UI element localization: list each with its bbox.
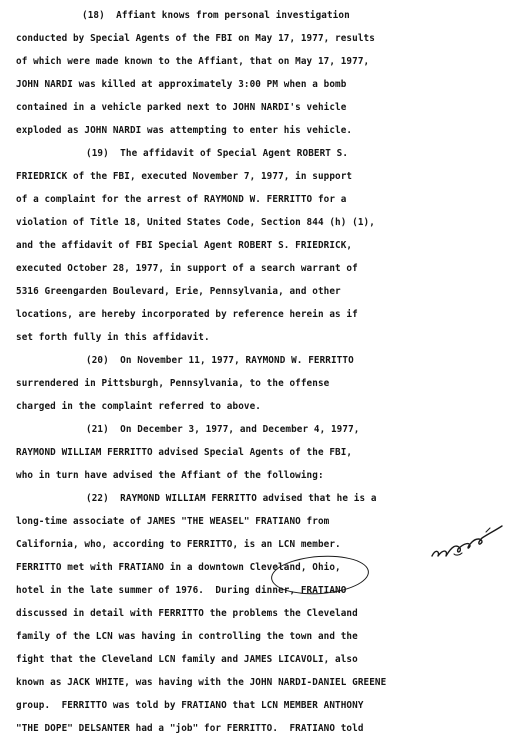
text-line: surrendered in Pittsburgh, Pennsylvania, to the offense: [16, 378, 330, 389]
text-line: discussed in detail with FERRITTO the problems the Cleveland: [16, 608, 358, 619]
text-line: conducted by Special Agents of the FBI on May 17, 1977, results: [16, 33, 375, 44]
text-line: and the affidavit of FBI Special Agent ROBERT S. FRIEDRICK,: [16, 240, 353, 251]
text-line: who in turn have advised the Affiant of the following:: [16, 470, 324, 481]
text-line: executed October 28, 1977, in support of a search warrant of: [16, 263, 358, 274]
text-line: family of the LCN was having in controlling the town and the: [16, 631, 358, 642]
text-line: charged in the complaint referred to above.: [16, 401, 261, 412]
text-line: RAYMOND WILLIAM FERRITTO advised Special Agents of the FBI,: [16, 447, 353, 458]
text-line: California, who, according to FERRITTO, is an LCN member.: [16, 539, 341, 550]
handwritten-annotation: [426, 518, 506, 562]
text-line: "THE DOPE" DELSANTER had a "job" for FERRITTO. FRATIANO told: [16, 723, 364, 734]
text-line: exploded as JOHN NARDI was attempting to enter his vehicle.: [16, 125, 353, 136]
text-line: (19) The affidavit of Special Agent ROBERT S.: [86, 148, 349, 159]
text-line: contained in a vehicle parked next to JOHN NARDI's vehicle: [16, 102, 347, 113]
text-line: set forth fully in this affidavit.: [16, 332, 210, 343]
text-line: (21) On December 3, 1977, and December 4, 1977,: [86, 424, 360, 435]
text-line: (18) Affiant knows from personal investigation: [82, 10, 350, 21]
text-line: (22) RAYMOND WILLIAM FERRITTO advised that he is a: [86, 493, 377, 504]
text-line: fight that the Cleveland LCN family and JAMES LICAVOLI, also: [16, 654, 358, 665]
text-line: (20) On November 11, 1977, RAYMOND W. FERRITTO: [86, 355, 354, 366]
text-line: 5316 Greengarden Boulevard, Erie, Pennsylvania, and other: [16, 286, 341, 297]
text-line: long-time associate of JAMES "THE WEASEL" FRATIANO from: [16, 516, 330, 527]
text-line: locations, are hereby incorporated by reference herein as if: [16, 309, 358, 320]
hand-drawn-circle: [270, 553, 370, 598]
text-line: hotel in the late summer of 1976. During dinner, FRATIANO: [16, 585, 347, 596]
text-line: of a complaint for the arrest of RAYMOND W. FERRITTO for a: [16, 194, 347, 205]
text-line: FRIEDRICK of the FBI, executed November 7, 1977, in support: [16, 171, 353, 182]
text-line: FERRITTO met with FRATIANO in a downtown Cleveland, Ohio,: [16, 562, 341, 573]
text-line: of which were made known to the Affiant, that on May 17, 1977,: [16, 56, 370, 67]
text-line: JOHN NARDI was killed at approximately 3:00 PM when a bomb: [16, 79, 347, 90]
text-line: known as JACK WHITE, was having with the JOHN NARDI-DANIEL GREENE: [16, 677, 387, 688]
text-line: violation of Title 18, United States Code, Section 844 (h) (1),: [16, 217, 375, 228]
text-line: group. FERRITTO was told by FRATIANO that LCN MEMBER ANTHONY: [16, 700, 364, 711]
